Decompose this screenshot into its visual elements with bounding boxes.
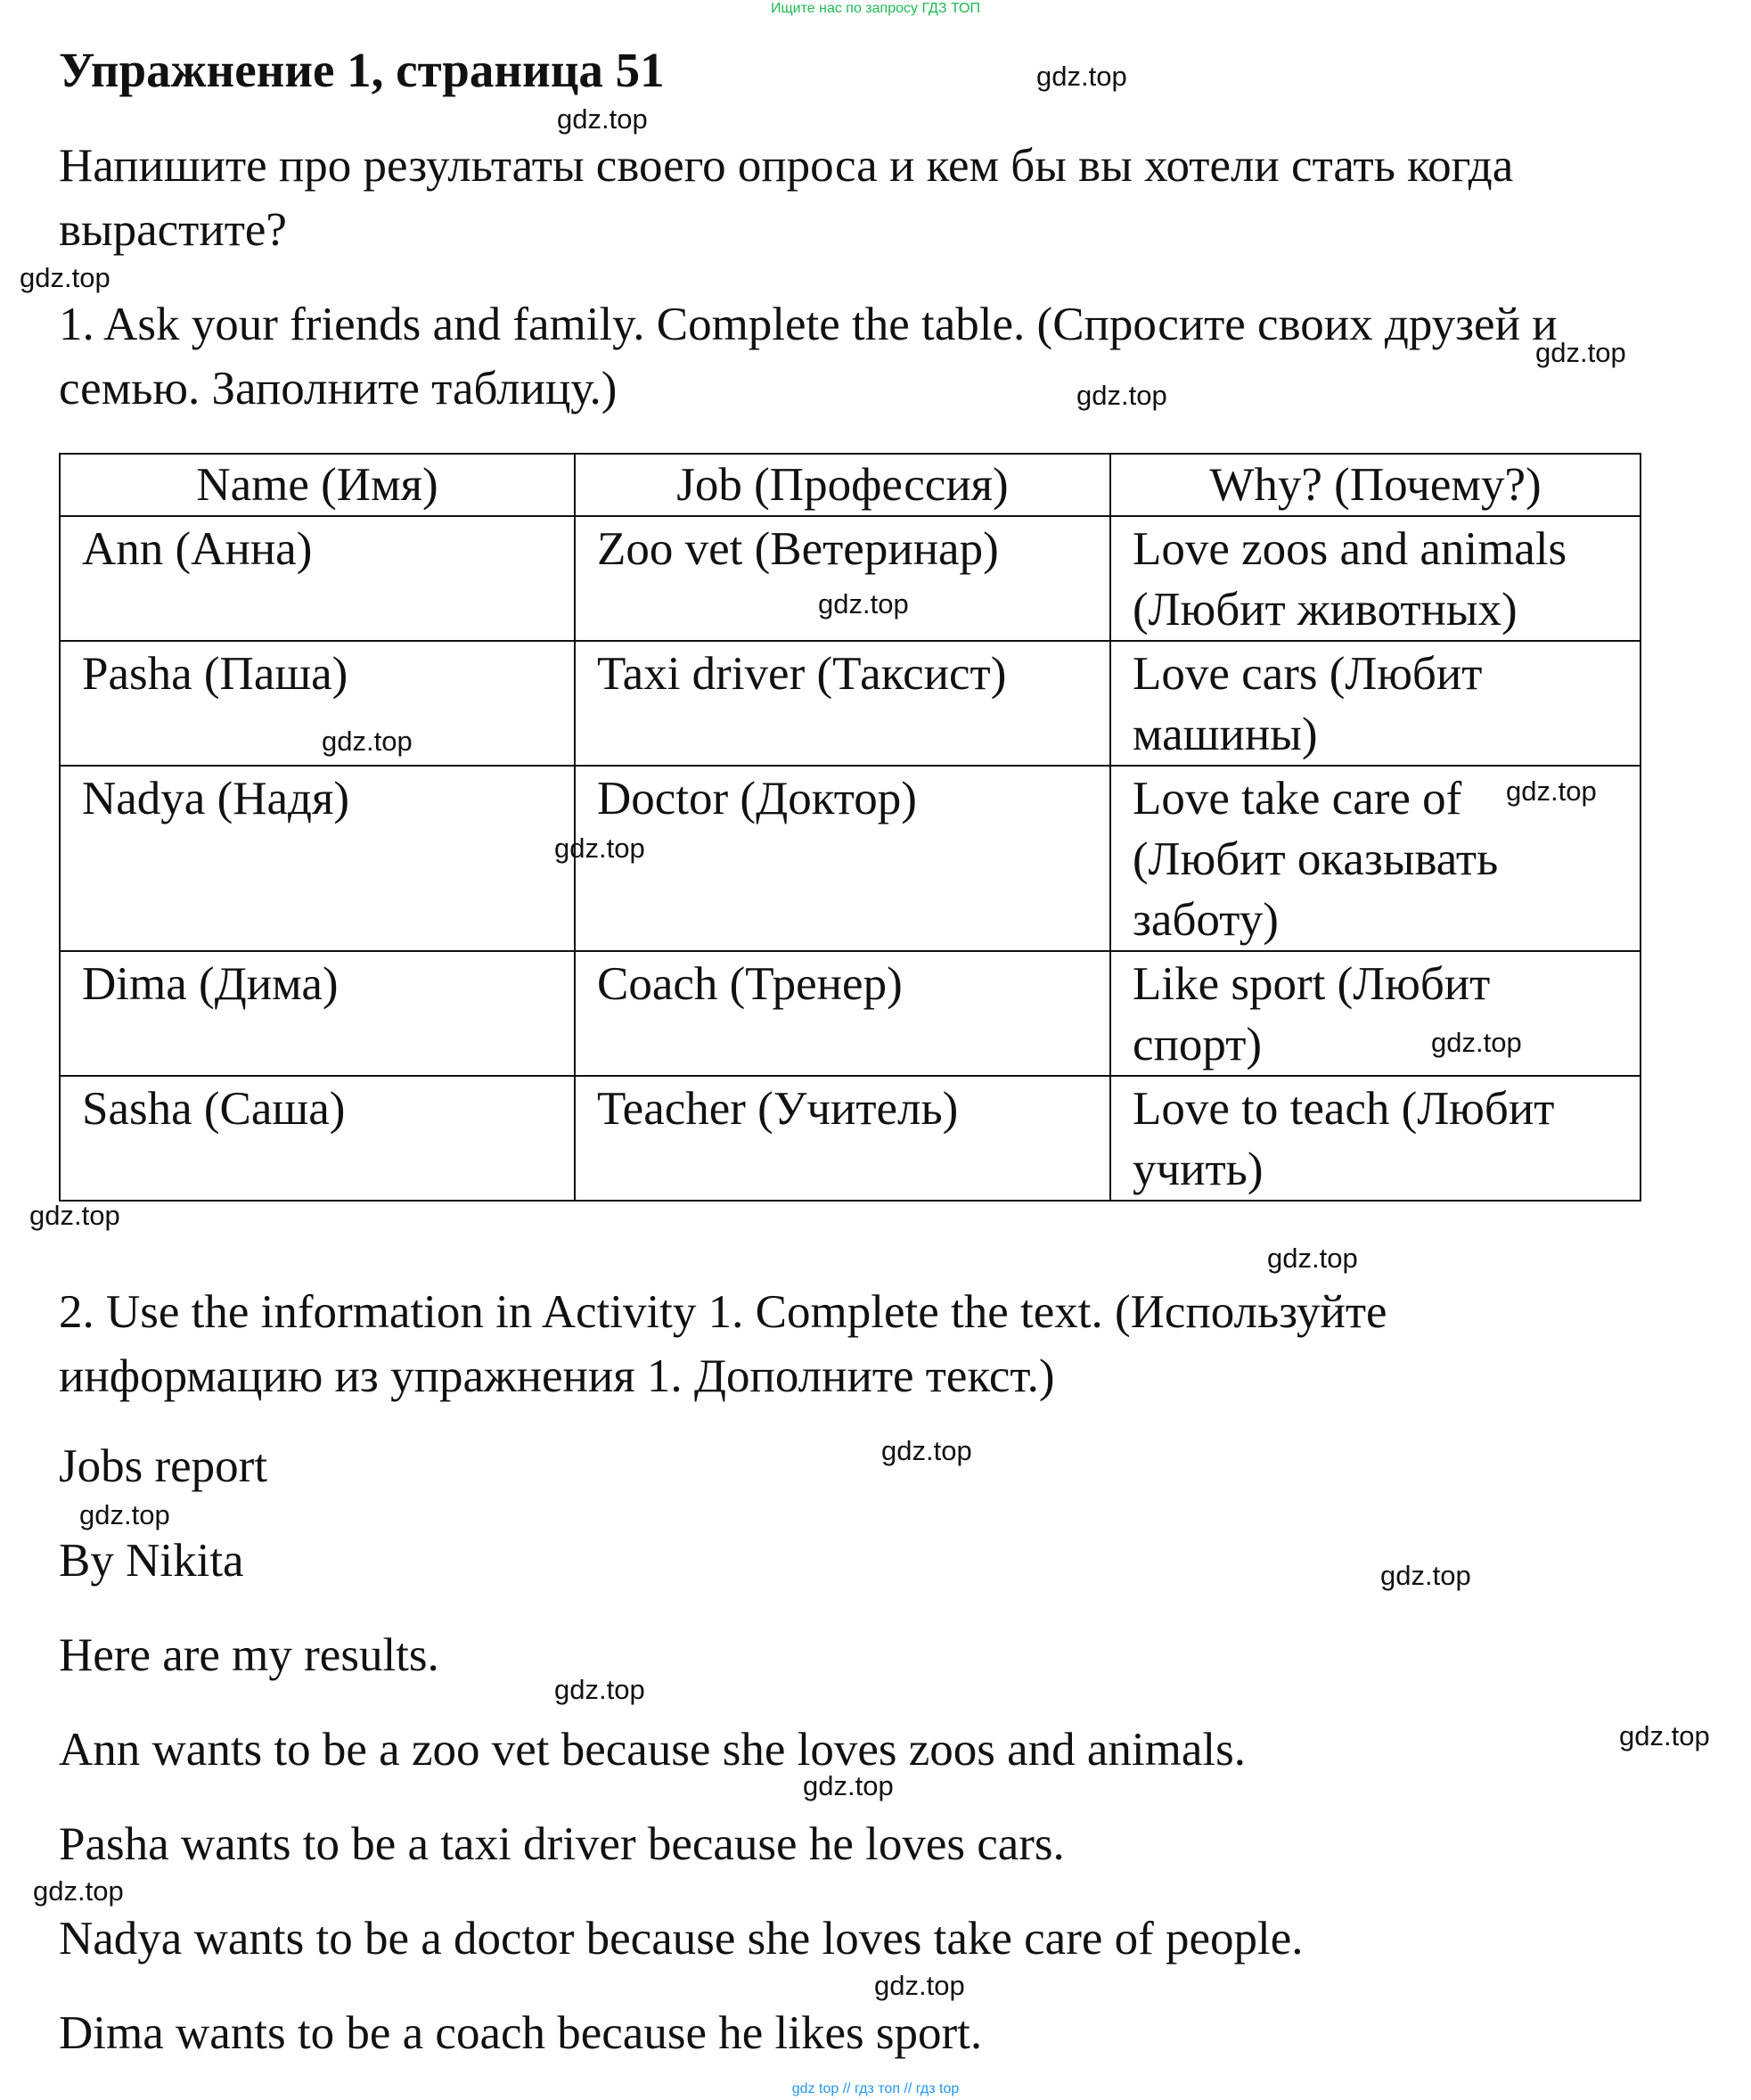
report-title: Jobs report [59,1440,268,1492]
cell-job: Teacher (Учитель) [575,1076,1110,1201]
watermark: gdz.top [322,726,413,757]
table-row [60,766,1641,951]
table-row [60,1076,1641,1201]
watermark: gdz.top [29,1200,120,1231]
footer-note: gdz top // гдз топ // гдз top [791,2081,960,2096]
cell-name: Nadya (Надя) [60,766,575,951]
watermark: gdz.top [881,1435,972,1466]
watermark: gdz.top [803,1770,894,1801]
watermark: gdz.top [1076,380,1167,411]
watermark: gdz.top [1380,1560,1471,1591]
cell-job: Zoo vet (Ветеринар) [575,516,1110,641]
table-row [60,641,1641,766]
cell-name: Ann (Анна) [60,516,575,641]
cell-job: Doctor (Доктор) [575,766,1110,951]
instruction-text: Напишите про результаты своего опроса и кем бы вы хотели стать когда вырастите? [59,140,1514,256]
report-author: By Nikita [59,1535,244,1587]
watermark: gdz.top [874,1970,965,2001]
table-header-row [60,454,1641,516]
cell-why: Like sport (Любит спорт) [1110,951,1641,1076]
cell-why: Love to teach (Любит учить) [1110,1076,1641,1201]
header-job: Job (Профессия) [575,454,1110,516]
header-search-note: Ищите нас по запросу ГДЗ ТОП [771,1,980,16]
cell-name: Sasha (Саша) [60,1076,575,1201]
watermark: gdz.top [20,262,110,293]
cell-why: Love zoos and animals (Любит животных) [1110,516,1641,641]
watermark: gdz.top [1619,1720,1710,1751]
cell-why: Love take care of (Любит оказывать заботу) [1110,766,1641,951]
survey-table [59,453,1641,1202]
cell-name: Dima (Дима) [60,951,575,1076]
report-sentence: Dima wants to be a coach because he likes sport. [59,2007,983,2059]
cell-why: Love cars (Любит машины) [1110,641,1641,766]
watermark: gdz.top [1036,61,1127,92]
watermark: gdz.top [1506,775,1597,807]
report-sentence: Pasha wants to be a taxi driver because he loves cars. [59,1818,1065,1870]
watermark: gdz.top [554,833,645,864]
report-intro: Here are my results. [59,1629,439,1681]
task-1-text: 1. Ask your friends and family. Complete the table. (Спросите своих друзей и семью. Заполните таблицу.) [59,299,1558,414]
watermark: gdz.top [554,1674,645,1705]
watermark: gdz.top [79,1499,170,1530]
header-name: Name (Имя) [60,454,575,516]
cell-job: Coach (Тренер) [575,951,1110,1076]
cell-job: Taxi driver (Таксист) [575,641,1110,766]
table-row [60,516,1641,641]
watermark: gdz.top [818,588,909,619]
cell-name: Pasha (Паша) [60,641,575,766]
page-title: Упражнение 1, страница 51 [59,43,665,97]
report-sentence: Nadya wants to be a doctor because she loves take care of people. [59,1913,1304,1965]
watermark: gdz.top [1267,1243,1358,1274]
report-sentence: Ann wants to be a zoo vet because she loves zoos and animals. [59,1724,1246,1776]
watermark: gdz.top [33,1875,124,1907]
header-why: Why? (Почему?) [1110,454,1641,516]
watermark: gdz.top [1535,337,1626,368]
watermark: gdz.top [557,103,648,135]
watermark: gdz.top [1431,1027,1522,1058]
table-row [60,951,1641,1076]
task-2-text: 2. Use the information in Activity 1. Complete the text. (Используйте информацию из упражнения 1. Дополните текст.) [59,1286,1387,1402]
